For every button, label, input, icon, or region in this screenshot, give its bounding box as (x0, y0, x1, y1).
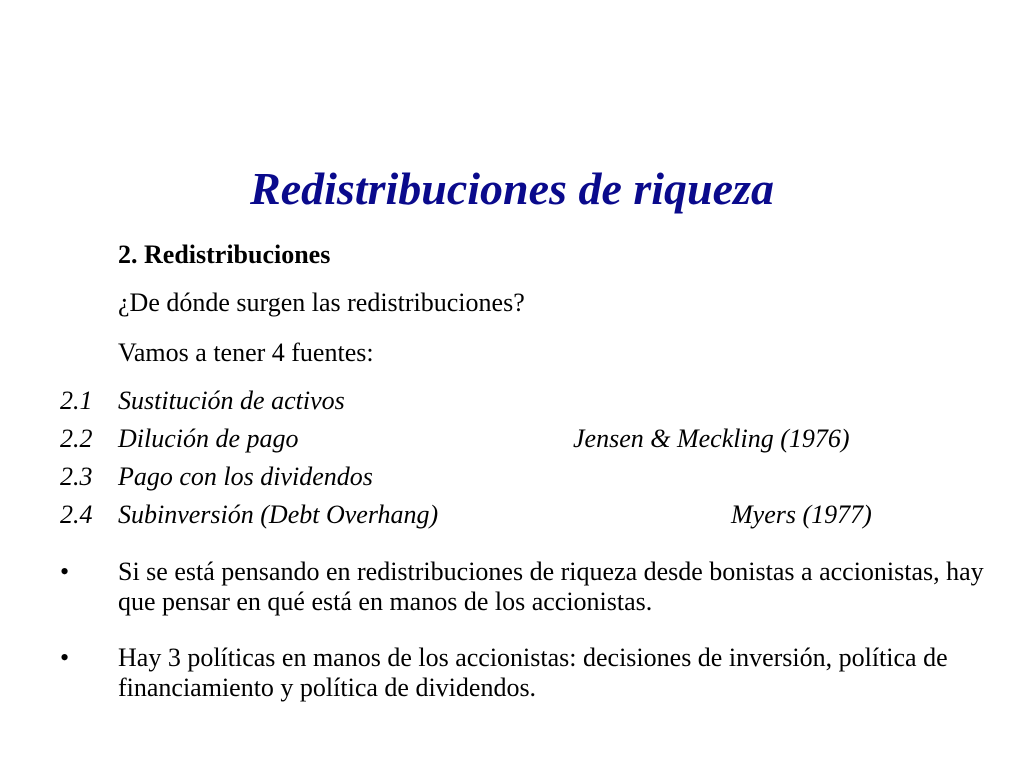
source-number: 2.3 (60, 462, 93, 491)
slide-title: Redistribuciones de riqueza (250, 163, 774, 214)
bullet-icon: • (60, 557, 70, 586)
source-reference: Myers (1977) (731, 500, 872, 529)
source-label: Sustitución de activos (118, 386, 345, 415)
source-reference: Jensen & Meckling (1976) (573, 424, 850, 453)
bullet-icon: • (60, 643, 70, 672)
source-label: Dilución de pago (118, 424, 299, 453)
question-text: ¿De dónde surgen las redistribuciones? (118, 288, 525, 317)
source-number: 2.2 (60, 424, 93, 453)
intro-text: Vamos a tener 4 fuentes: (118, 338, 374, 367)
section-heading: 2. Redistribuciones (118, 240, 331, 269)
source-number: 2.4 (60, 500, 93, 529)
bullet-text: Hay 3 políticas en manos de los accionistas: decisiones de inversión, política de financiamiento y política de dividendos. (118, 643, 948, 702)
source-number: 2.1 (60, 386, 93, 415)
source-label: Pago con los dividendos (118, 462, 373, 491)
bullet-text: Si se está pensando en redistribuciones de riqueza desde bonistas a accionistas, hay que pensar en qué está en manos de los accionistas. (118, 557, 984, 616)
source-label: Subinversión (Debt Overhang) (118, 500, 439, 529)
